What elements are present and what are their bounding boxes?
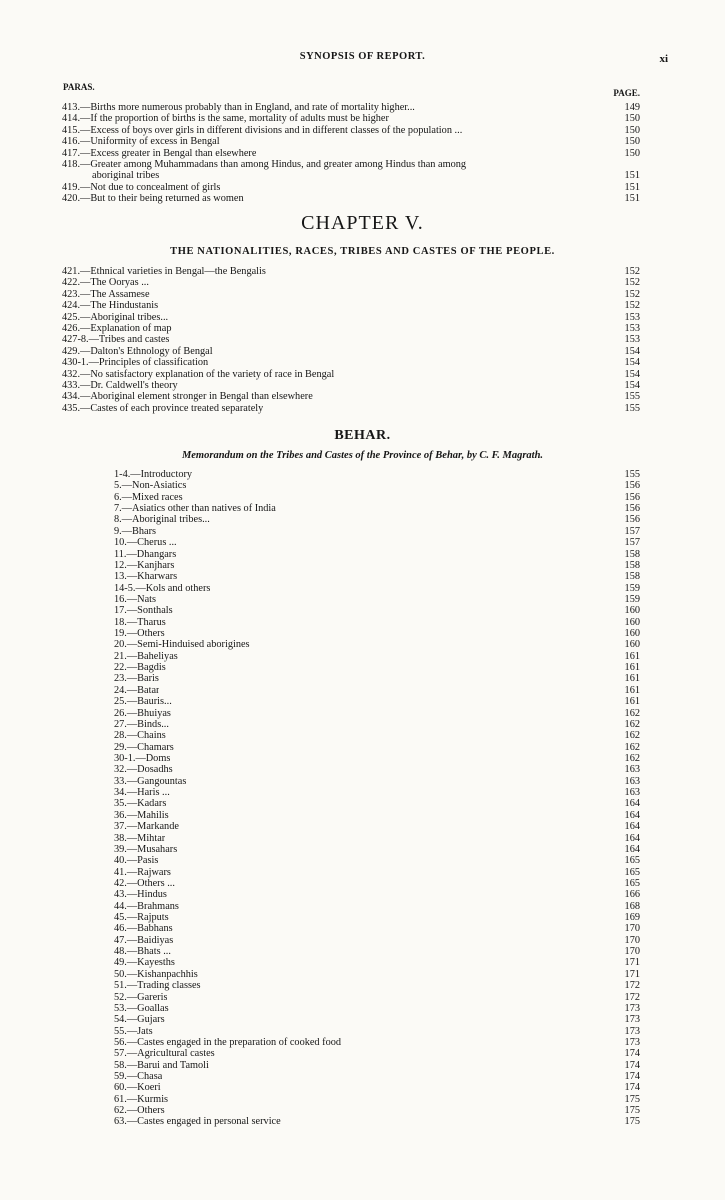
entry-text: 32.—Dosadhs [114, 764, 173, 776]
entry-page-number: 162 [624, 741, 640, 753]
entry-text: 5.—Non-Asiatics [114, 480, 187, 492]
entry-text: 44.—Brahmans [114, 900, 179, 912]
chapter-subtitle: THE NATIONALITIES, RACES, TRIBES AND CASTES OF THE PEOPLE. [170, 246, 555, 257]
entry-page-number: 175 [624, 1105, 640, 1117]
entry-page-number: 152 [624, 266, 640, 277]
synopsis-entry [114, 1105, 640, 1116]
entry-page-number: 161 [624, 650, 640, 662]
synopsis-entry [62, 391, 640, 402]
synopsis-entry [114, 1071, 640, 1082]
chapter-heading: CHAPTER V. [301, 212, 424, 234]
entry-text: 423.—The Assamese [62, 288, 150, 300]
entry-text: 433.—Dr. Caldwell's theory [62, 379, 178, 391]
synopsis-entry [114, 867, 640, 878]
running-head [0, 51, 725, 67]
entry-text: 21.—Baheliyas [114, 650, 178, 662]
entry-text: 435.—Castes of each province treated separately [62, 402, 264, 414]
synopsis-entry [114, 662, 640, 673]
synopsis-entry [114, 889, 640, 900]
entry-page-number: 160 [624, 639, 640, 651]
entry-page-number: 164 [624, 843, 640, 855]
entry-page-number: 158 [624, 571, 640, 583]
synopsis-entry [62, 102, 640, 113]
synopsis-entry [62, 403, 640, 414]
entry-text: 60.—Koeri [114, 1082, 161, 1094]
synopsis-entry [114, 730, 640, 741]
entry-text: 20.—Semi-Hinduised aborigines [114, 639, 250, 651]
entry-text: 63.—Castes engaged in personal service [114, 1116, 281, 1128]
entry-text: 420.—But to their being returned as women [62, 193, 244, 205]
page-column-label: PAGE. [613, 88, 640, 98]
entry-page-number: 168 [624, 900, 640, 912]
entry-page-number: 174 [624, 1071, 640, 1083]
entry-text: 46.—Babhans [114, 923, 173, 935]
entry-text: 51.—Trading classes [114, 980, 201, 992]
entry-page-number: 159 [624, 593, 640, 605]
entry-text: 429.—Dalton's Ethnology of Bengal [62, 345, 213, 357]
entry-text: 415.—Excess of boys over girls in different divisions and in different classes of the population ... [62, 124, 463, 136]
synopsis-entry [114, 708, 640, 719]
synopsis-entry [114, 1082, 640, 1093]
entry-page-number: 155 [624, 469, 640, 480]
entry-page-number: 170 [624, 923, 640, 935]
entry-text: 50.—Kishanpachhis [114, 968, 198, 980]
entry-text: 426.—Explanation of map [62, 322, 172, 334]
entry-text: 427-8.—Tribes and castes [62, 334, 170, 346]
entry-text: 23.—Baris [114, 673, 159, 685]
entry-page-number: 158 [624, 548, 640, 560]
synopsis-entry [114, 583, 640, 594]
entry-text: 425.—Aboriginal tribes... [62, 311, 169, 323]
entry-page-number: 164 [624, 821, 640, 833]
synopsis-section-2 [62, 266, 640, 414]
synopsis-entry [114, 821, 640, 832]
entry-page-number: 152 [624, 277, 640, 289]
synopsis-entry [62, 380, 640, 391]
entry-page-number: 170 [624, 934, 640, 946]
entry-page-number: 150 [624, 124, 640, 136]
entry-page-number: 164 [624, 832, 640, 844]
entry-text: 40.—Pasis [114, 855, 159, 867]
entry-page-number: 151 [624, 181, 640, 193]
entry-page-number: 173 [624, 1025, 640, 1037]
entry-text: 8.—Aboriginal tribes... [114, 514, 210, 526]
entry-text: 62.—Others [114, 1105, 165, 1117]
synopsis-entry [114, 526, 640, 537]
running-head-title: SYNOPSIS OF REPORT. [299, 51, 426, 62]
entry-page-number: 174 [624, 1082, 640, 1094]
entry-page-number: 158 [624, 559, 640, 571]
synopsis-entry [62, 300, 640, 311]
synopsis-entry [114, 1060, 640, 1071]
entry-text: 416.—Uniformity of excess in Bengal [62, 136, 220, 148]
synopsis-entry [62, 182, 640, 193]
synopsis-entry [62, 266, 640, 277]
memorandum-title: Memorandum on the Tribes and Castes of the Province of Behar, by C. F. Magrath. [181, 450, 544, 461]
synopsis-entry [114, 742, 640, 753]
page-number: xi [659, 53, 668, 65]
entry-text: 58.—Barui and Tamoli [114, 1059, 209, 1071]
entry-page-number: 150 [624, 136, 640, 148]
synopsis-entry [114, 628, 640, 639]
entry-page-number: 152 [624, 288, 640, 300]
entry-text: 417.—Excess greater in Bengal than elsewhere [62, 147, 257, 159]
entry-page-number: 170 [624, 946, 640, 958]
entry-page-number: 165 [624, 877, 640, 889]
entry-page-number: 174 [624, 1048, 640, 1060]
entry-text: 56.—Castes engaged in the preparation of cooked food [114, 1036, 342, 1048]
synopsis-entry [114, 685, 640, 696]
entry-page-number: 154 [624, 357, 640, 369]
paras-column-label: PARAS. [63, 82, 95, 92]
entry-page-number: 155 [624, 391, 640, 403]
synopsis-entry [114, 923, 640, 934]
entry-text: 6.—Mixed races [114, 491, 183, 503]
entry-text: 22.—Bagdis [114, 662, 166, 674]
entry-text: 418.—Greater among Muhammadans than among Hindus, and greater among Hindus than among [62, 158, 467, 170]
entry-text: 24.—Batar [114, 684, 160, 696]
synopsis-entry [114, 844, 640, 855]
entry-text: 26.—Bhuiyas [114, 707, 171, 719]
entry-page-number: 153 [624, 311, 640, 323]
synopsis-entry [114, 901, 640, 912]
entry-text: 421.—Ethnical varieties in Bengal—the Bengalis [62, 266, 266, 277]
entry-text: 28.—Chains [114, 730, 166, 742]
entry-text: 42.—Others ... [114, 877, 175, 889]
entry-page-number: 172 [624, 991, 640, 1003]
synopsis-entry [62, 346, 640, 357]
entry-text: 37.—Markande [114, 821, 179, 833]
synopsis-entry [114, 469, 640, 480]
synopsis-section-1 [62, 102, 640, 205]
synopsis-entry [114, 492, 640, 503]
synopsis-entry [114, 980, 640, 991]
synopsis-entry [114, 1026, 640, 1037]
entry-page-number: 150 [624, 147, 640, 159]
synopsis-entry [114, 651, 640, 662]
synopsis-entry [62, 357, 640, 368]
entry-page-number: 175 [624, 1093, 640, 1105]
synopsis-entry [114, 617, 640, 628]
entry-text: 45.—Rajputs [114, 912, 169, 924]
synopsis-entry [114, 1116, 640, 1127]
entry-text: 10.—Cherus ... [114, 537, 177, 549]
entry-text: 432.—No satisfactory explanation of the variety of race in Bengal [62, 368, 335, 380]
entry-page-number: 154 [624, 379, 640, 391]
entry-text: 38.—Mihtar [114, 832, 166, 844]
synopsis-entry [114, 1003, 640, 1014]
behar-heading: BEHAR. [334, 428, 391, 443]
entry-page-number: 151 [624, 193, 640, 205]
entry-page-number: 156 [624, 491, 640, 503]
entry-text: 422.—The Ooryas ... [62, 277, 149, 289]
entry-text: 430-1.—Principles of classification [62, 357, 209, 369]
entry-text: 35.—Kadars [114, 798, 167, 810]
entry-text: 27.—Binds... [114, 718, 169, 730]
entry-page-number: 164 [624, 798, 640, 810]
entry-text: 12.—Kanjhars [114, 559, 175, 571]
entry-text: 48.—Bhats ... [114, 946, 171, 958]
synopsis-entry [114, 571, 640, 582]
synopsis-entry [114, 605, 640, 616]
synopsis-entry [62, 193, 640, 204]
entry-page-number: 164 [624, 809, 640, 821]
entry-text: 11.—Dhangars [114, 548, 177, 560]
synopsis-section-3 [114, 469, 640, 1128]
synopsis-entry [114, 787, 640, 798]
synopsis-entry [114, 935, 640, 946]
entry-page-number: 157 [624, 537, 640, 549]
synopsis-entry [114, 696, 640, 707]
entry-page-number: 157 [624, 525, 640, 537]
entry-page-number: 156 [624, 480, 640, 492]
entry-text: 419.—Not due to concealment of girls [62, 181, 221, 193]
entry-page-number: 160 [624, 616, 640, 628]
entry-page-number: 171 [624, 957, 640, 969]
synopsis-entry [114, 1037, 640, 1048]
synopsis-entry [114, 833, 640, 844]
synopsis-entry [62, 136, 640, 147]
entry-page-number: 153 [624, 322, 640, 334]
entry-text: 39.—Musahars [114, 843, 178, 855]
entry-text: 53.—Goallas [114, 1002, 169, 1014]
synopsis-entry [114, 776, 640, 787]
synopsis-entry [114, 503, 640, 514]
synopsis-entry [114, 1014, 640, 1025]
entry-text: 52.—Gareris [114, 991, 168, 1003]
entry-text: 47.—Baidiyas [114, 934, 174, 946]
synopsis-entry [114, 480, 640, 491]
entry-page-number: 175 [624, 1116, 640, 1128]
entry-text: 29.—Chamars [114, 741, 174, 753]
synopsis-entry [62, 312, 640, 323]
synopsis-entry [114, 969, 640, 980]
entry-page-number: 160 [624, 605, 640, 617]
entry-page-number: 163 [624, 775, 640, 787]
synopsis-entry [114, 514, 640, 525]
entry-text: 30-1.—Doms [114, 752, 171, 764]
entry-text: 43.—Hindus [114, 889, 167, 901]
entry-text: 413.—Births more numerous probably than in England, and rate of mortality higher... [62, 102, 415, 113]
entry-text: 1-4.—Introductory [114, 469, 193, 480]
synopsis-entry [62, 277, 640, 288]
entry-page-number: 163 [624, 764, 640, 776]
synopsis-entry [62, 323, 640, 334]
synopsis-entry [114, 764, 640, 775]
entry-page-number: 161 [624, 684, 640, 696]
entry-text: 41.—Rajwars [114, 866, 171, 878]
synopsis-entry [114, 673, 640, 684]
entry-text: 25.—Bauris... [114, 696, 172, 708]
entry-page-number: 156 [624, 514, 640, 526]
entry-page-number: 149 [624, 102, 640, 113]
synopsis-entry [114, 798, 640, 809]
entry-page-number: 163 [624, 787, 640, 799]
synopsis-entry [62, 170, 640, 181]
entry-page-number: 159 [624, 582, 640, 594]
entry-page-number: 174 [624, 1059, 640, 1071]
synopsis-entry [62, 334, 640, 345]
entry-page-number: 160 [624, 628, 640, 640]
entry-page-number: 173 [624, 1014, 640, 1026]
entry-text: 19.—Others [114, 628, 165, 640]
entry-page-number: 162 [624, 718, 640, 730]
entry-page-number: 165 [624, 866, 640, 878]
entry-page-number: 150 [624, 113, 640, 125]
entry-text: 9.—Bhars [114, 525, 157, 537]
entry-text: 14-5.—Kols and others [114, 582, 211, 594]
entry-page-number: 151 [624, 170, 640, 182]
entry-text: 18.—Tharus [114, 616, 166, 628]
synopsis-entry [114, 946, 640, 957]
synopsis-entry [62, 159, 640, 170]
entry-text: 7.—Asiatics other than natives of India [114, 503, 276, 515]
synopsis-entry [62, 113, 640, 124]
entry-page-number: 155 [624, 402, 640, 414]
entry-text: 33.—Gangountas [114, 775, 187, 787]
synopsis-entry [114, 719, 640, 730]
entry-page-number: 172 [624, 980, 640, 992]
entry-page-number: 156 [624, 503, 640, 515]
synopsis-entry [114, 594, 640, 605]
entry-page-number: 171 [624, 968, 640, 980]
synopsis-entry [62, 125, 640, 136]
entry-page-number: 173 [624, 1036, 640, 1048]
entry-page-number: 152 [624, 300, 640, 312]
entry-text: 34.—Haris ... [114, 787, 170, 799]
synopsis-entry [114, 639, 640, 650]
entry-page-number: 154 [624, 345, 640, 357]
synopsis-entry [114, 1048, 640, 1059]
entry-text: 17.—Sonthals [114, 605, 173, 617]
entry-page-number: 173 [624, 1002, 640, 1014]
synopsis-entry [62, 369, 640, 380]
synopsis-entry [114, 878, 640, 889]
entry-page-number: 162 [624, 730, 640, 742]
entry-page-number: 154 [624, 368, 640, 380]
entry-text: 61.—Kurmis [114, 1093, 169, 1105]
entry-page-number: 165 [624, 855, 640, 867]
synopsis-entry [114, 912, 640, 923]
entry-page-number: 166 [624, 889, 640, 901]
entry-text: 54.—Gujars [114, 1014, 165, 1026]
entry-text: 59.—Chasa [114, 1071, 163, 1083]
synopsis-entry [114, 537, 640, 548]
synopsis-entry [62, 148, 640, 159]
entry-text: 16.—Nats [114, 593, 157, 605]
entry-page-number: 169 [624, 912, 640, 924]
entry-text: 13.—Kharwars [114, 571, 178, 583]
synopsis-entry [114, 992, 640, 1003]
entry-page-number: 162 [624, 707, 640, 719]
synopsis-entry [114, 855, 640, 866]
synopsis-entry [114, 753, 640, 764]
entry-text: 424.—The Hindustanis [62, 300, 159, 312]
entry-text: 434.—Aboriginal element stronger in Bengal than elsewhere [62, 391, 313, 403]
synopsis-entry [114, 549, 640, 560]
synopsis-entry [62, 289, 640, 300]
synopsis-entry [114, 810, 640, 821]
synopsis-entry [114, 957, 640, 968]
synopsis-entry [114, 560, 640, 571]
entry-text: 55.—Jats [114, 1025, 153, 1037]
entry-page-number: 161 [624, 673, 640, 685]
entry-text: 414.—If the proportion of births is the same, mortality of adults must be higher [62, 113, 389, 125]
entry-page-number: 161 [624, 696, 640, 708]
entry-page-number: 161 [624, 662, 640, 674]
synopsis-entry [114, 1094, 640, 1105]
entry-text: 49.—Kayesths [114, 957, 175, 969]
entry-text: 36.—Mahilis [114, 809, 169, 821]
entry-page-number: 153 [624, 334, 640, 346]
entry-page-number: 162 [624, 752, 640, 764]
entry-text: 57.—Agricultural castes [114, 1048, 215, 1060]
entry-text: aboriginal tribes [92, 170, 160, 182]
